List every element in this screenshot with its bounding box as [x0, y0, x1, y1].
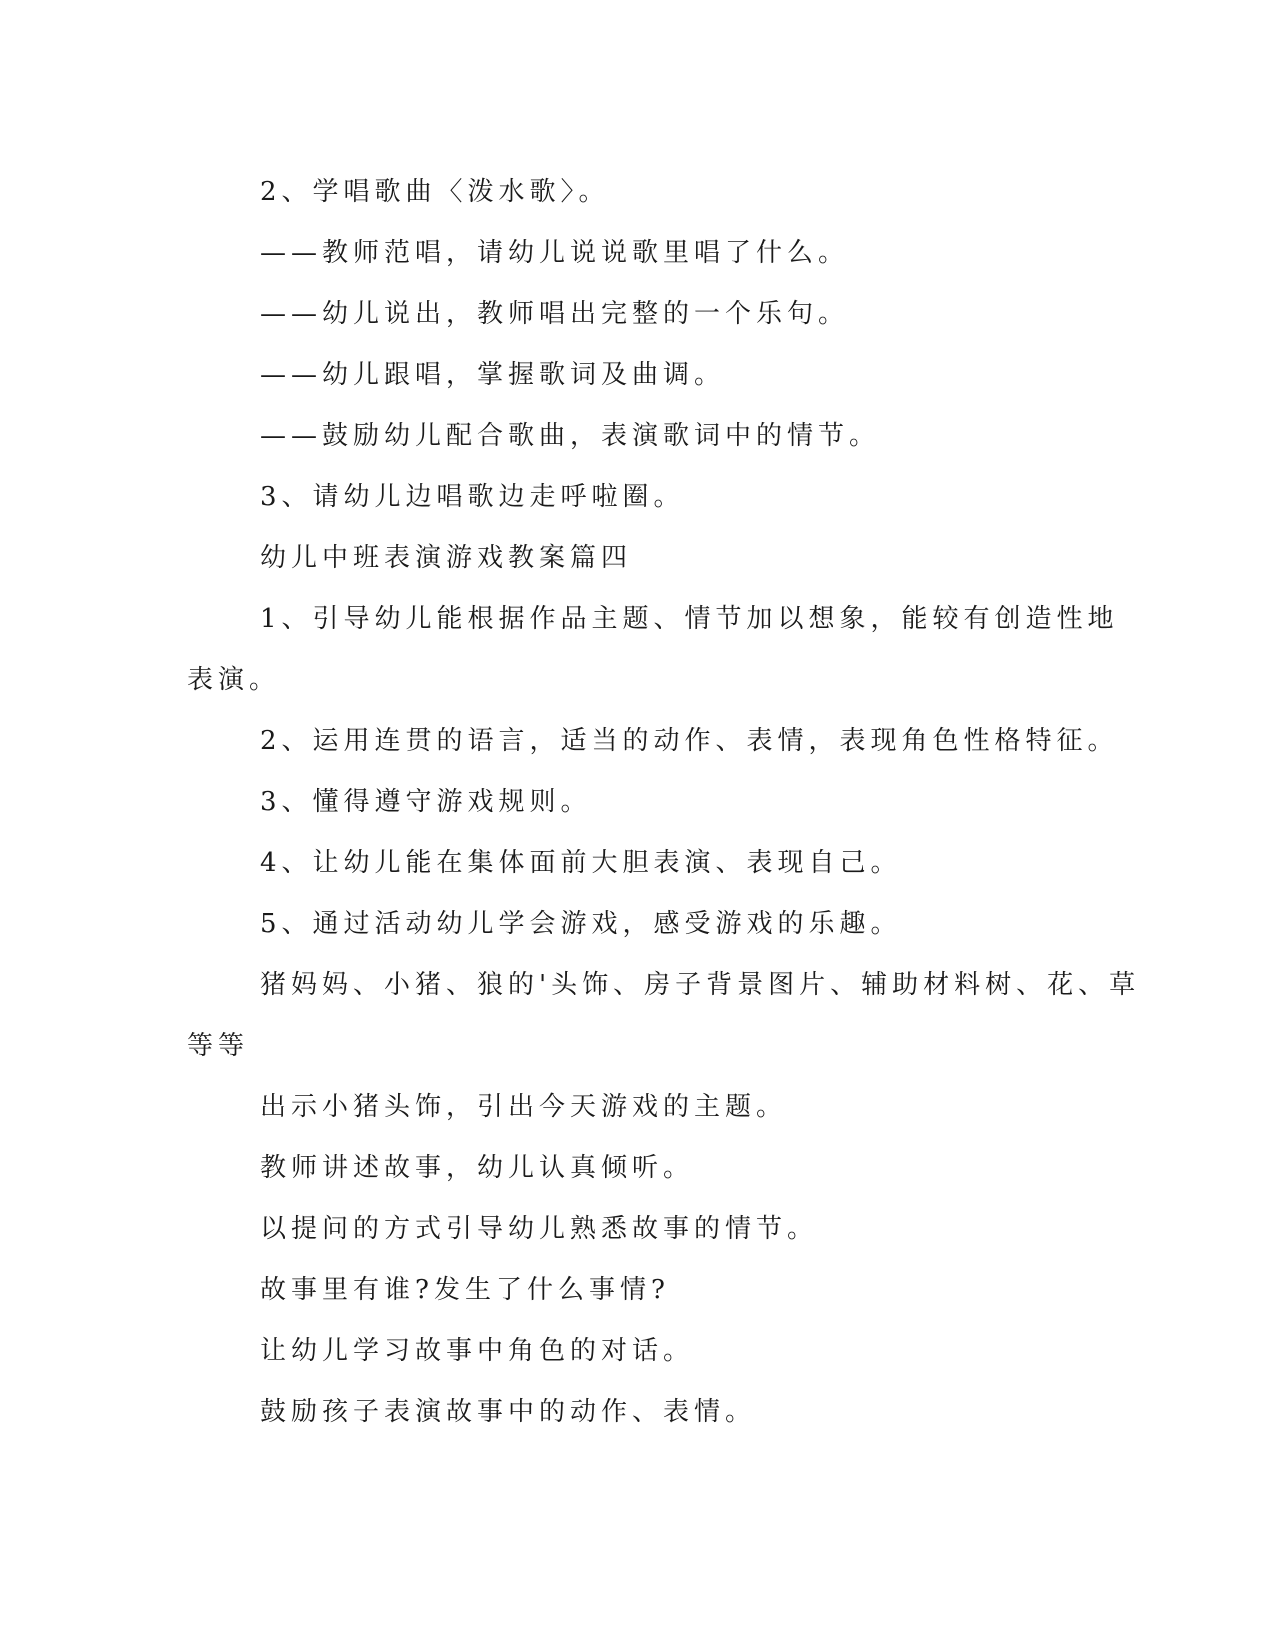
text-line: 故事里有谁?发生了什么事情? [260, 1275, 670, 1305]
text-line: 猪妈妈、小猪、狼的'头饰、房子背景图片、辅助材料树、花、草 [260, 970, 1141, 1000]
paragraph-teacher-demo [187, 223, 1087, 284]
text-line: ——教师范唱，请幼儿说说歌里唱了什么。 [260, 238, 850, 268]
text-line: 教师讲述故事，幼儿认真倾听。 [260, 1153, 695, 1183]
paragraph-goal-1 [187, 589, 1119, 711]
paragraph-who-what [187, 1260, 1087, 1321]
text-line: 表演。 [187, 665, 281, 695]
paragraph-learn-dialogue [187, 1321, 1087, 1382]
text-line: 2、运用连贯的语言，适当的动作、表情，表现角色性格特征。 [260, 726, 1119, 756]
paragraph-goal-2 [187, 711, 1119, 772]
paragraph-goal-5 [187, 894, 1087, 955]
text-line: 2、学唱歌曲〈泼水歌〉。 [260, 177, 610, 207]
paragraph-tell-story [187, 1138, 1087, 1199]
paragraph-encourage-act [187, 406, 1087, 467]
paragraph-child-speak [187, 284, 1087, 345]
paragraph-step-3-hoop [187, 467, 1087, 528]
text-line: 鼓励孩子表演故事中的动作、表情。 [260, 1397, 757, 1427]
paragraph-question-guide [187, 1199, 1087, 1260]
text-line: ——幼儿说出，教师唱出完整的一个乐句。 [260, 299, 850, 329]
paragraph-step-2-song [187, 162, 1087, 223]
text-line: 3、懂得遵守游戏规则。 [260, 787, 592, 817]
text-line: 让幼儿学习故事中角色的对话。 [260, 1336, 695, 1366]
text-line: 3、请幼儿边唱歌边走呼啦圈。 [260, 482, 685, 512]
paragraph-materials [187, 955, 1141, 1077]
text-line: 等等 [187, 1031, 250, 1061]
paragraph-show-headwear [187, 1077, 1087, 1138]
paragraph-goal-4 [187, 833, 1087, 894]
text-line: 出示小猪头饰，引出今天游戏的主题。 [260, 1092, 788, 1122]
text-line: 4、让幼儿能在集体面前大胆表演、表现自己。 [260, 848, 902, 878]
document-body [187, 162, 1141, 1443]
text-line: ——幼儿跟唱，掌握歌词及曲调。 [260, 360, 726, 390]
text-line: 以提问的方式引导幼儿熟悉故事的情节。 [260, 1214, 819, 1244]
paragraph-goal-3 [187, 772, 1087, 833]
paragraph-child-sing [187, 345, 1087, 406]
text-line: ——鼓励幼儿配合歌曲，表演歌词中的情节。 [260, 421, 881, 451]
text-line: 5、通过活动幼儿学会游戏，感受游戏的乐趣。 [260, 909, 902, 939]
paragraph-encourage-perform [187, 1382, 1087, 1443]
section-heading [187, 528, 1087, 589]
text-line: 幼儿中班表演游戏教案篇四 [260, 543, 633, 573]
text-line: 1、引导幼儿能根据作品主题、情节加以想象，能较有创造性地 [260, 604, 1119, 634]
